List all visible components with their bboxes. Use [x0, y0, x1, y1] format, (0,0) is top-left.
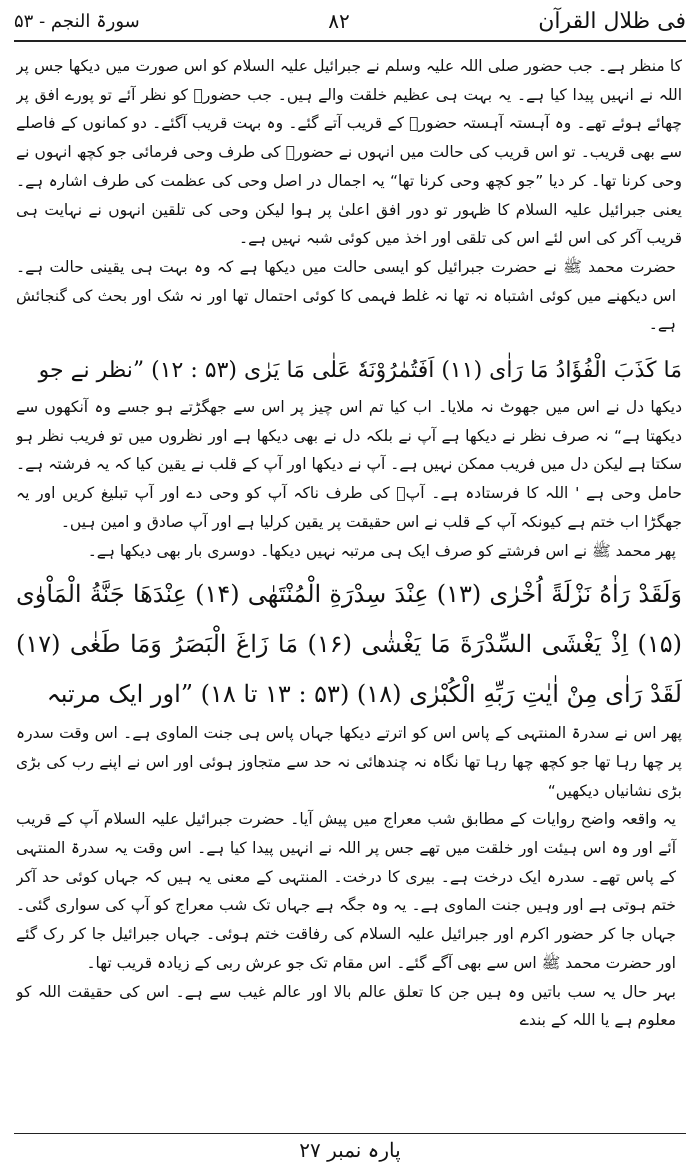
- quran-verse-2: وَلَقَدْ رَاٰهُ نَزْلَةً اُخْرٰى (۱۳) عِنْدَ سِدْرَةِ الْمُنْتَهٰى (۱۴) عِنْدَهَا جَنَّةُ الْمَاْوٰى (۱۵) اِذْ يَغْشَى السِّدْرَةَ مَا يَغْشٰى (۱۶) مَا زَاغَ الْبَصَرُ وَمَا طَغٰى (۱۷) لَقَدْ رَاٰى مِنْ اٰيٰتِ رَبِّهِ الْكُبْرٰى (۱۸) (۵۳ : ۱۳ تا ۱۸) ”اور ایک مرتبہ: [16, 580, 682, 709]
- paragraph-5: پھر اس نے سدرۃ المنتہی کے پاس اس کو اترتے دیکھا جہاں پاس ہی جنت الماوی ہے۔ اس وقت سدرہ پر چھا رہا تھا جو کچھ چھا رہا تھا نگاہ نہ چندھائی نہ حد سے متجاوز ہوئی اور اس نے اپنے رب کی بڑی بڑی نشانیاں دیکھیں“: [16, 724, 682, 800]
- paragraph-6: یہ واقعہ واضح روایات کے مطابق شب معراج میں پیش آیا۔ حضرت جبرائیل علیہ السلام آپ کے قریب آئے اور وہ اس ہیئت اور خلقت میں تھے جس پر اللہ نے انہیں پیدا کیا ہے۔ اس وقت یہ سدرۃ المنتہی کے پاس تھے۔ سدرہ ایک درخت ہے۔ بیری کا درخت۔ المنتہی کے معنی یہ ہیں کہ جہاں کوئی حد آکر ختم ہوتی ہے اور وہیں جنت الماوی ہے۔ یہ وہ جگہ ہے جہاں تک شب معراج کو آپ کی سواری گئی۔ جہاں جا کر حضور اکرم اور جبرائیل علیہ السلام کی رفاقت ختم ہوئی۔ جہاں جبرائیل جا کر رک گئے اور حضرت محمد ﷺ اس سے بھی آگے گئے۔ اس مقام تک جو عرش ربی کے زیادہ قریب تھا۔: [16, 810, 676, 972]
- page-body: [16, 52, 682, 1128]
- page-number: ۸۲: [328, 9, 350, 33]
- header-rule: [14, 40, 686, 42]
- paragraph-2: حضرت محمد ﷺ نے حضرت جبرائیل کو ایسی حالت میں دیکھا ہے کہ وہ بہت ہی یقینی حالت ہے۔ اس دیکھنے میں کوئی اشتباہ نہ تھا نہ غلط فہمی کا کوئی احتمال تھا اور نہ شک اور بحث کی گنجائش ہے۔: [16, 257, 676, 334]
- paragraph-3: دیکھا دل نے اس میں جھوٹ نہ ملایا۔ اب کیا تم اس چیز پر اس سے جھگڑتے ہو جسے وہ آنکھوں سے دیکھتا ہے“ نہ صرف نظر نے دیکھا ہے آپ نے بلکہ دل نے بھی دیکھا ہے اور نظروں میں تو فریب نظر ہو سکتا ہے لیکن دل میں فریب ممکن نہیں ہے۔ آپ نے دیکھا اور آپ کے قلب نے یقین کیا کہ یہ فرشتہ ہے۔ حامل وحی ہے ' اللہ کا فرستادہ ہے۔ آپؐ کی طرف ناکہ آپ کو وحی دے اور آپ تبلیغ کریں اور یہ جھگڑا اب ختم ہے کیونکہ آپ کے قلب نے اس حقیقت پر یقین کرلیا ہے اور آپ صادق و امین ہیں۔: [16, 398, 682, 531]
- paragraph-1: کا منظر ہے۔ جب حضور صلی اللہ علیہ وسلم نے جبرائیل علیہ السلام کو اس صورت میں دیکھا جس پر اللہ نے انہیں پیدا کیا ہے۔ یہ بہت ہی عظیم خلقت والے ہیں۔ جب حضورؐ کو نظر آئے تو پورے افق پر چھائے ہوئے تھے۔ وہ آہستہ آہستہ حضورؐ کے قریب آتے گئے۔ وہ بہت قریب آگئے۔ دو کمانوں کے فاصلے سے بھی قریب۔ تو اس قریب کی حالت میں انہوں نے حضورؐ کی طرف وحی فرمائی جو کچھ انہوں نے وحی کرنا تھا۔ کر دیا ”جو کچھ وحی کرنا تھا“ یہ اجمال در اصل وحی کی عظمت کی طرف اشارہ ہے۔ یعنی جبرائیل علیہ السلام کا ظہور تو دور افق اعلیٰ پر ہوا لیکن وحی کی تلقین انہوں نے نہایت ہی قریب آکر کی اس لئے اس کی تلقی اور اخذ میں کوئی شبہ نہیں ہے۔: [16, 57, 682, 248]
- book-title: فی ظلال القرآن: [538, 8, 686, 34]
- paragraph-4: پھر محمد ﷺ نے اس فرشتے کو صرف ایک ہی مرتبہ نہیں دیکھا۔ دوسری بار بھی دیکھا ہے۔: [87, 541, 676, 560]
- quran-verse-1: مَا كَذَبَ الْفُؤَادُ مَا رَاٰى (۱۱) اَفَتُمٰرُوْنَهٗ عَلٰى مَا يَرٰى (۵۳ : ۱۲) ”نظر نے جو: [38, 358, 682, 384]
- footer-rule: [14, 1133, 686, 1134]
- para-number: پارہ نمبر ۲۷: [299, 1138, 401, 1162]
- surah-name: سورۃ النجم - ۵۳: [14, 10, 140, 32]
- running-header: [14, 4, 686, 38]
- paragraph-7: بہر حال یہ سب باتیں وہ ہیں جن کا تعلق عالم بالا اور عالم غیب سے ہے۔ اس کی حقیقت اللہ کو معلوم ہے یا اللہ کے بندے: [16, 982, 676, 1030]
